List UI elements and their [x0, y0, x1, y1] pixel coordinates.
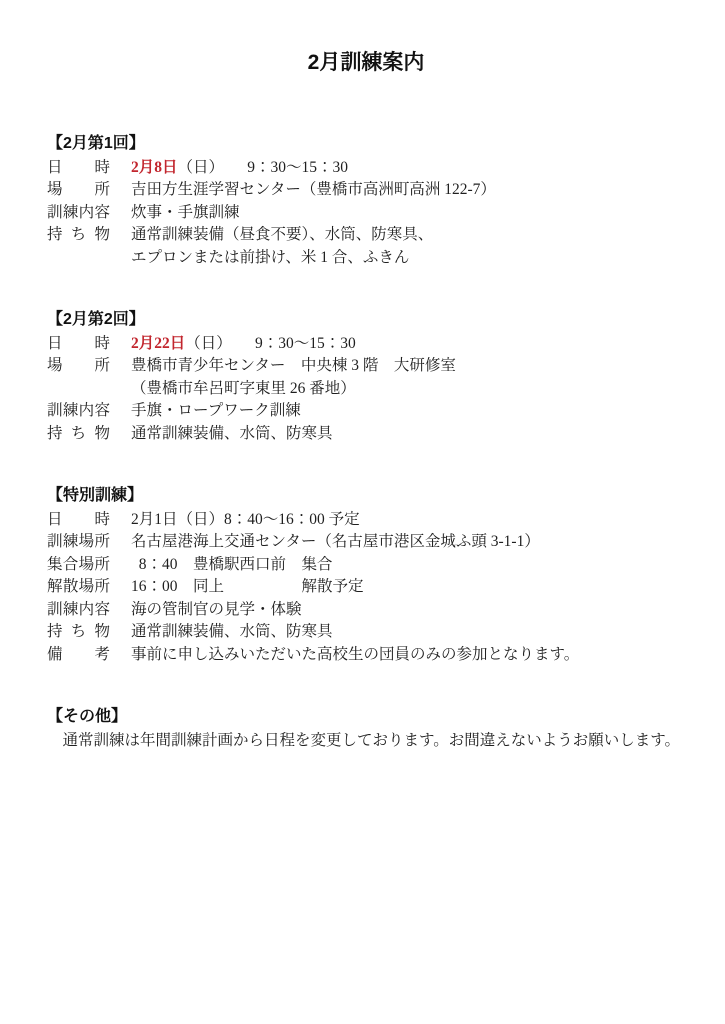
field-row-items: [47, 621, 685, 643]
other-note: 通常訓練は年間訓練計画から日程を変更しております。お間違えないようお願いします。: [47, 731, 681, 749]
field-row-remarks: [47, 644, 685, 666]
field-label: 日時: [47, 511, 110, 529]
field-value: 8：40 豊橋駅西口前 集合: [131, 555, 333, 573]
section-other: [47, 706, 685, 752]
field-label: 訓練内容: [47, 203, 110, 221]
field-value: 通常訓練装備、水筒、防寒具: [131, 623, 333, 641]
field-row-datetime: [47, 509, 685, 531]
section-heading: 【2月第1回】: [47, 135, 145, 152]
field-label: 集合場所: [47, 555, 110, 573]
field-row-place-cont: [47, 378, 685, 400]
field-label: 持ち物: [47, 226, 110, 244]
field-value: 炊事・手旗訓練: [131, 203, 240, 221]
field-label: 訓練内容: [47, 600, 110, 618]
field-row-training-place: [47, 531, 685, 553]
field-label: 持ち物: [47, 623, 110, 641]
field-row-content: [47, 202, 685, 224]
field-text: （日） 9：30～15：30: [185, 335, 356, 353]
field-row-items: [47, 423, 685, 445]
field-label: 訓練内容: [47, 402, 110, 420]
field-row-meeting-place: [47, 554, 685, 576]
field-value: 16：00 同上 解散予定: [131, 578, 364, 596]
field-value: 通常訓練装備、水筒、防寒具: [131, 424, 333, 442]
date-highlight: 2月22日: [131, 335, 186, 353]
field-row-datetime: [47, 157, 685, 179]
field-label: 持ち物: [47, 424, 110, 442]
field-value: 通常訓練装備（昼食不要）、水筒、防寒具、: [131, 226, 434, 244]
field-label: 日時: [47, 159, 110, 176]
section-feb-2: [47, 309, 685, 445]
field-label: 解散場所: [47, 578, 110, 596]
section-heading: 【2月第2回】: [47, 311, 145, 329]
field-row-dismissal-place: [47, 576, 685, 598]
field-value: [131, 157, 685, 179]
field-value: エプロンまたは前掛け、米 1 合、ふきん: [131, 248, 410, 266]
field-value: [131, 333, 685, 355]
section-heading: 【その他】: [47, 707, 128, 725]
field-label: 備考: [47, 645, 110, 663]
field-label: 場所: [47, 181, 110, 199]
field-row-items: [47, 224, 685, 246]
field-value: 事前に申し込みいただいた高校生の団員のみの参加となります。: [131, 645, 580, 663]
section-heading: 【特別訓練】: [47, 487, 144, 505]
field-row-items-cont: [47, 247, 685, 269]
field-value: （豊橋市牟呂町字東里 26 番地）: [131, 379, 356, 397]
field-value: 手旗・ロープワーク訓練: [131, 402, 301, 420]
field-label: 日時: [47, 335, 110, 353]
field-row-content: [47, 599, 685, 621]
field-label: 訓練場所: [47, 533, 110, 551]
field-row-place: [47, 355, 685, 377]
page-title: 2月訓練案内: [307, 51, 425, 74]
field-value: 海の管制官の見学・体験: [131, 600, 302, 618]
field-value: 名古屋港海上交通センター（名古屋市港区金城ふ頭 3-1-1）: [131, 533, 540, 551]
field-value: 豊橋市青少年センター 中央棟 3 階 大研修室: [131, 357, 456, 375]
section-feb-1: [47, 133, 685, 269]
field-value: 2月1日（日）8：40～16：00 予定: [131, 511, 360, 529]
field-text: （日） 9：30～15：30: [177, 159, 349, 176]
field-row-datetime: [47, 333, 685, 355]
field-value: 吉田方生涯学習センター（豊橋市高洲町高洲 122-7）: [131, 181, 496, 199]
section-special-training: [47, 485, 685, 666]
field-row-place: [47, 179, 685, 201]
field-row-content: [47, 400, 685, 422]
field-label: 場所: [47, 357, 110, 375]
date-highlight: 2月8日: [131, 159, 178, 176]
